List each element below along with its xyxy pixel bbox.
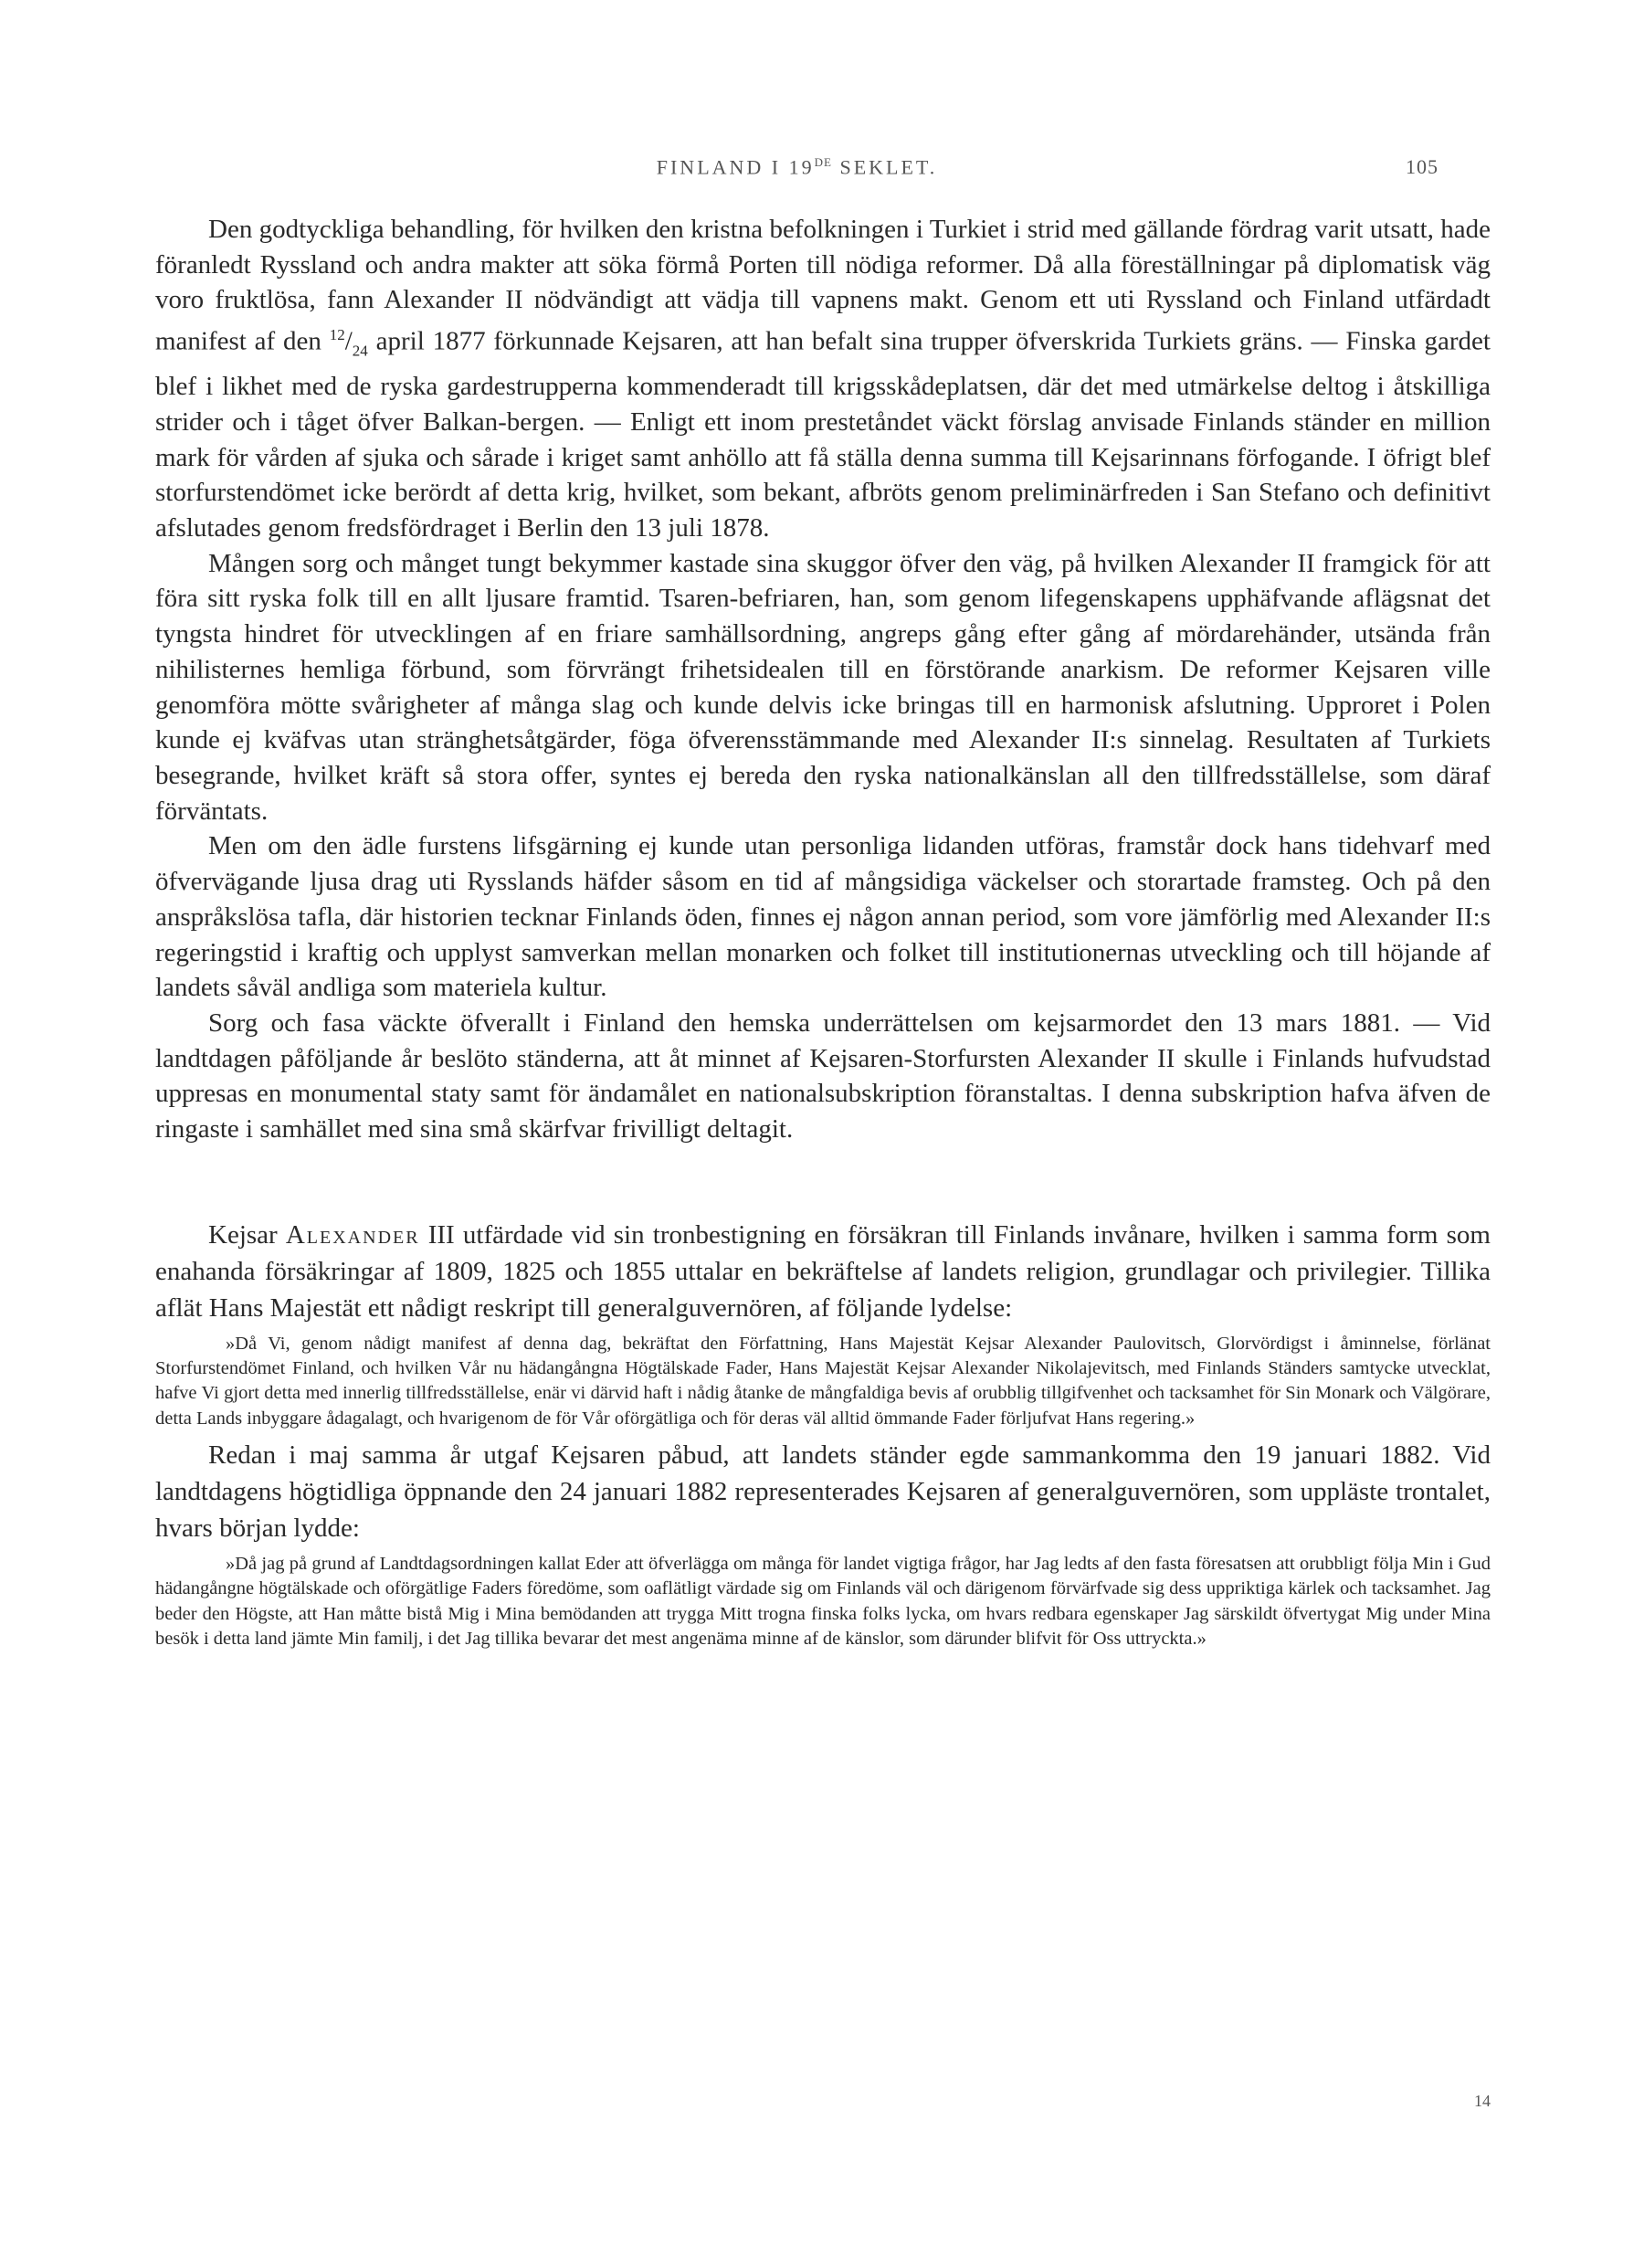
section-alexander-iii bbox=[155, 1217, 1491, 1651]
paragraph: Men om den ädle furstens lifsgärning ej kunde utan personliga lidanden utföras, framstår dock hans tidehvarf med öfvervägande ljusa drag uti Rysslands häfder såsom en tid af mångsidiga väckelser och storartade framsteg. Och på den anspråkslösa tafla, där historien tecknar Finlands öden, finnes ej någon annan period, som vore jämförlig med Alexander II:s regeringstid i kraftig och upplyst samverkan mellan monarken och folket till institutionernas utveckling och till höjande af landets såväl andliga som materiela kultur. bbox=[155, 831, 1491, 1003]
quoted-rescript: »Då Vi, genom nådigt manifest af denna dag, bekräftat den Författning, Hans Majestät Kejsar Alexander Paulovitsch, Glorvördigst i åminnelse, förlänat Storfurstendömet Finland, och hvilken Vår nu hädangångna Högtälskade Fader, Hans Majestät Kejsar Alexander Nikolajevitsch, med Finlands Ständers samtycke utvecklat, hafve Vi gjort detta med innerlig tillfredsställelse, enär vi därvid haft i nådig åtanke de mångfaldiga bevis af orubblig tillgifvenhet och tacksamhet för Sin Monark och Välgörare, detta Lands inbyggare ådagalagt, och hvarigenom de för Vår oförgätliga och för deras väl alltid ömmande Fader förljufvat Hans regering.» bbox=[155, 1333, 1491, 1429]
page-number: 105 bbox=[1406, 155, 1438, 178]
date-fraction-denominator: 24 bbox=[352, 342, 368, 360]
paragraph: Den godtyckliga behandling, för hvilken den kristna befolkningen i Turkiet i strid med gällande fördrag varit utsatt, hade föranledt Ryssland och andra makter att söka förmå Porten till nödiga reformer. Då alla föreställningar på diplomatisk väg voro fruktlösa, fann Alexander II nödvändigt att vädja till vapnens makt. Genom ett uti Ryssland och Finland utfärdadt manifest af den $^{12}/_{24}$ april 1877 förkunnade Kejsaren, att han befalt sina trupper öfverskrida Turkiets gräns. — Finska gardet blef i likhet med de ryska gardestrupperna kommenderadt till krigsskådeplatsen, där det med utmärkelse deltog i åtskilliga strider och i tåget öfver Balkan-bergen. — Enligt ett inom prestetåndet väckt förslag anvisade Finlands ständer en million mark för vården af sjuka och sårade i kriget samt anhöllo att få ställa denna summa till Kejsarinnans förfogande. I öfrigt blef storfurstendömet icke berördt af detta krig, hvilket, som bekant, afbröts genom preliminärfreden i San Stefano och definitivt afslutades genom fredsfördraget i Berlin den 13 juli 1878. bbox=[155, 215, 1491, 543]
running-title: FINLAND I 19DE SEKLET. bbox=[656, 155, 938, 179]
paragraph: Kejsar Alexander III utfärdade vid sin tronbestigning en försäkran till Finlands invånare, hvilken i samma form som enahanda försäkringar af 1809, 1825 och 1855 uttalar en bekräftelse af landets religion, grundlagar och privilegier. Tillika aflät Hans Majestät ett nådigt reskript till generalguvernören, af följande lydelse: bbox=[155, 1219, 1491, 1323]
title-superscript: DE bbox=[814, 155, 832, 169]
printer-signature-mark: 14 bbox=[1474, 2092, 1491, 2110]
section-gap bbox=[155, 1147, 1491, 1217]
emperor-name: Alexander bbox=[285, 1219, 420, 1250]
paragraph: Mången sorg och månget tungt bekymmer kastade sina skuggor öfver den väg, på hvilken Alexander II framgick för att föra sitt ryska folk till en allt ljusare framtid. Tsaren-befriaren, han, som genom lifegenskapens upphäfvande aflägsnat det tyngsta hindret för utvecklingen af en friare samhällsordning, angreps gång efter gång af mördarehänder, utsända från nihilisternes hemliga förbund, som förvrängt frihetsidealen till en förstörande anarkism. De reformer Kejsaren ville genomföra mötte svårigheter af många slag och kunde delvis icke bringas till en harmonisk afslutning. Upproret i Polen kunde ej kväfvas utan stränghetsåtgärder, föga öfverensstämmande med Alexander II:s sinnelag. Resultaten af Turkiets besegrande, hvilket kräft så stora offer, syntes ej bereda den ryska nationalkänslan all den tillfredsställelse, som däraf förväntats. bbox=[155, 548, 1491, 826]
date-fraction-numerator: 12 bbox=[329, 326, 345, 344]
paragraph: Redan i maj samma år utgaf Kejsaren påbud, att landets ständer egde sammankomma den 19 januari 1882. Vid landtdagens högtidliga öppnande den 24 januari 1882 representerades Kejsaren af generalguvernören, som uppläste trontalet, hvars början lydde: bbox=[155, 1440, 1491, 1543]
body-text bbox=[155, 212, 1491, 1657]
running-header bbox=[155, 155, 1438, 192]
paragraph: Sorg och fasa väckte öfverallt i Finland den hemska underrättelsen om kejsarmordet den 13 mars 1881. — Vid landtdagen påföljande år beslöto ständerna, att åt minnet af Kejsaren-Storfursten Alexander II skulle i Finlands hufvudstad uppresas en monumental staty samt för ändamålet en nationalsubskription föranstaltas. I denna subskription hafva äfven de ringaste i samhället med sina små skärfvar frivilligt deltagit. bbox=[155, 1007, 1491, 1145]
quoted-throne-speech: »Då jag på grund af Landtdagsordningen kallat Eder att öfverlägga om många för landet vigtiga frågor, har Jag ledts af den fasta föresatsen att orubbligt följa Min i Gud hädangångne högtälskade och oförgätlige Faders föredöme, som oaflätligt värdade sig om Finlands väl och därigenom förvärfvade sig dess uppriktiga kärlek och tacksamhet. Jag beder den Högste, att Han måtte bistå Mig i Mina bemödanden att trygga Mitt trogna finska folks lycka, om hvars redbara egenskaper Jag särskildt öfvertygat Mig under Mina besök i detta land jämte Min familj, i det Jag tillika bevarar det mest angenäma minne af de känslor, som därunder blifvit för Oss uttryckta.» bbox=[155, 1553, 1491, 1649]
